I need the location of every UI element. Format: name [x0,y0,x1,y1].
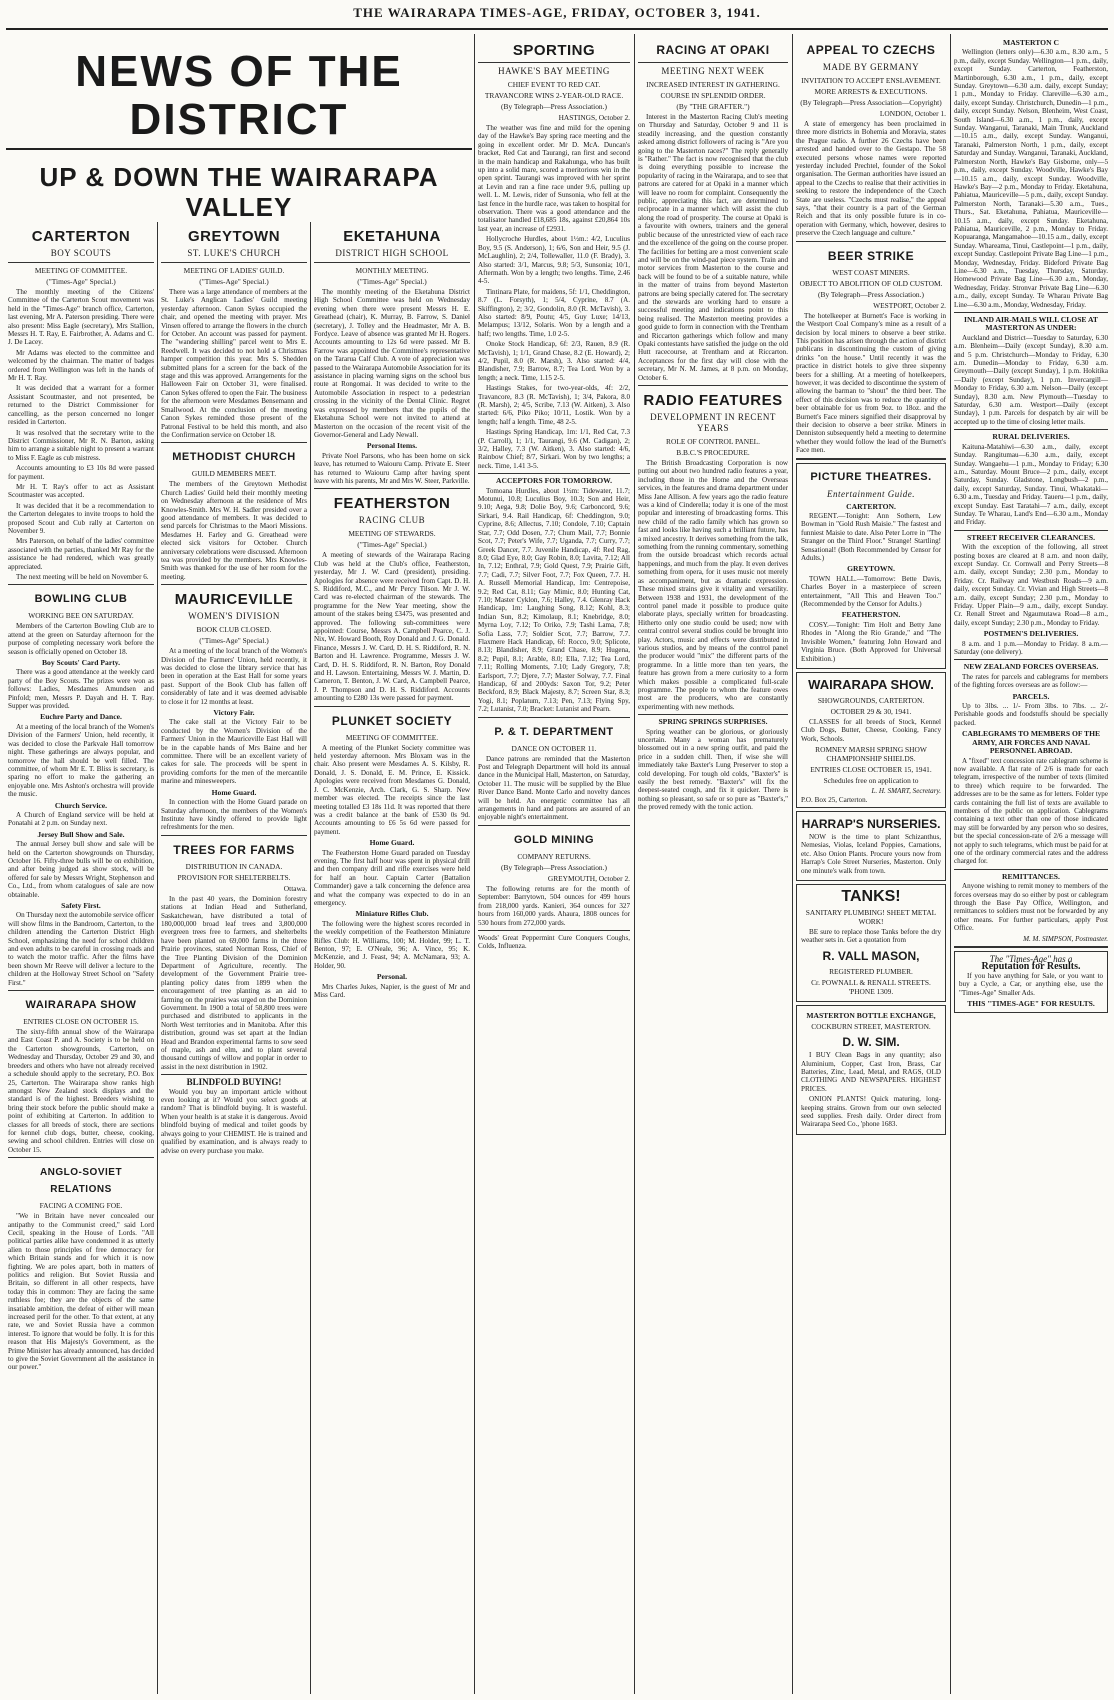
street-heading: STREET RECEIVER CLEARANCES. [967,532,1095,542]
opaki-sub2: INCREASED INTEREST IN GATHERING. [646,80,780,89]
sporting-results2: Tintinara Plate, for maidens, 5f: 1/1, Cheddington, 8.7 (L. Forsyth), 1; 5/4, Cyprine, 8.7 (A. Skiffington), 2; 3/2, Gondolin, 8.0 (R. McTavish), 3. Also started: 8/9, Poutu; 4/5, Guy Luxe; 14/13, Melampus; 13/12, Solaris. Won by a length and a half; two lengths. Time, 1.0 2-5. [478,287,630,338]
column-sporting [478,36,630,1692]
sporting-sub3: TRAVANCORE WINS 2-YEAR-OLD RACE. [484,91,624,100]
sporting-heading: SPORTING [512,42,596,59]
featherston-meeting: MEETING OF STEWARDS. [348,529,436,539]
beer-dateline: WESTPORT, October 2. [873,300,946,310]
tanks-heading: TANKS! [841,887,901,905]
sporting-results: Hollycroche Hurdles, about 1½m.: 4/2, Luculius Boy, 9.5 (S. Anderson), 1; 6/6, Son and Heir, 9.5 (J. McLaughlin), 2; 2/4, Tollewaller, 11.0 (F. Brady), 3. Also started: 3/1, Marcus, 9.8; 5/3, Sunsonia; 10/1, Aftermath. Won by a length; two lengths. Time, 2.46 4-5. [478,235,630,286]
church-body: A Church of England service will be held at Ponatahi at 2 p.m. on Sunday next. [8,810,154,828]
banner-rule [6,148,472,150]
divider [161,835,307,836]
show-ad-entries: ENTRIES CLOSE OCTOBER 15, 1941. [810,765,932,775]
tanks-name: R. VALL MASON, [822,948,920,963]
divider [478,930,630,931]
pictures-featherston: FEATHERSTON. [841,610,901,620]
eketahuna-personal-title: Personal Items. [366,441,418,451]
plunket-guard: The Featherston Home Guard paraded on Tuesday evening. The first half hour was spent in physical drill and then company drill and rifle exercises were held for half an hour. Captain Carter (Battalion Commander) gave a talk concerning the defence area and what the company was expected to do in an emergency. [314,848,470,907]
greytown-heading: GREYTOWN [187,228,281,245]
czechs-dateline: LONDON, October 1. [879,109,946,118]
carterton-body5: Accounts amounting to £3 10s 8d were passed for payment. [8,464,154,481]
greytown-body: There was a large attendance of members at the St. Luke's Anglican Ladies' Guild meeting yesterday afternoon. Canon Sykes occupied the chair, and opened the meeting with prayer. Mrs Vinsen offered to arrange the flowers in the church for October. An account was passed for payment. The "wandering shilling" parcel went to Mrs E. Reedwell. It was decided to not hold a Christmas hamper competition this year. Mrs S. Shedden submitted plans for a screen for the back of the stage and this was approved. Arrangements for the Halloween Fair on October 31, were finalised. Canon Sykes offered to open the Fair. The business for the afternoon were Mesdames Bensemann and Smallwood. At the conclusion of the meeting Canon Sykes reminded those present of the Patronal Festival to be held this month, and also the Confirmation service on October 18. [161,288,307,439]
spring-body: Spring weather can be glorious, or gloriously uncertain. Many a woman has prematurely blossomed out in a new spring outfit, and paid the price in a sudden chill. Then, if wise she will immediately take Baxter's Lung Preserver to stop a cold developing. For tough old colds, "Baxter's" is easily the best remedy. "Baxter's" will fix the deepest-seated cough, and fix it quicker. There is nothing so pleasant, so safe or so pure as "Baxter's," the proved remedy with the tonic action. [638,727,788,812]
euchre-body: At a meeting of the local branch of the Women's Division of the Farmers' Union, held recently, it was decided to close the Parkvale Hall tomorrow night. These gatherings are always popular, and tomorrow the hall should be well filled. The committee, of whom Mr E. T. Bliss is secretary, is sparing no effort to make the gathering an enjoyable one. Mrs Ashton's orchestra will provide the music. [8,722,154,799]
methodist-sub: GUILD MEMBERS MEET. [191,469,277,479]
street-body: With the exception of the following, all street posting boxes are cleared at 8 a.m. and noon daily, except Sunday. Cr. Cornwall and Perry Streets—8 a.m. daily, except Sunday; 2.30 p.m., Monday to Friday. Cr. Railway and Westbush Roads—9 a.m. daily, except Sunday. Cr. Vivian and High Streets—8 a.m. daily, except Sunday; 2.30 p.m., Monday to Friday. Upper Plain—9 a.m., daily, except Sunday. Cr. Renall Street and Ngaumutawa Road—8 a.m., daily, except Sunday; 2.30 p.m., Monday to Friday. [954,543,1108,627]
divider [954,429,1108,430]
czechs-sub3: MORE ARRESTS & EXECUTIONS. [814,87,928,96]
reputation-box [954,951,1108,1013]
blindfold-body: Would you buy an important article without even looking at it? Would you select goods at random? That is blindfold buying. It is wasteful. When your health is at stake it is dangerous. Avoid blindfold buying of medical and toilet goods by always going to your CHEMIST. He is trained and qualified by examination, and is always ready to advise on every purchase you make. [161,1087,307,1155]
tanks-body: BE sure to replace those Tanks before the dry weather sets in. Get a quotation from [801,927,941,945]
postmen-heading: POSTMEN'S DELIVERIES. [983,629,1079,639]
divider [8,990,154,991]
masthead: THE WAIRARAPA TIMES-AGE, FRIDAY, OCTOBER 3, 1941. [353,5,761,20]
column-rule [474,34,475,1694]
bowling-sub: WORKING BEE ON SATURDAY. [28,611,134,621]
column-greytown [161,222,307,1692]
czechs-sub: MADE BY GERMANY [822,62,920,72]
reputation-foot: THIS "TIMES-AGE" FOR RESULTS. [967,999,1095,1009]
show-ad-secretary: L. H. SMART, Secretary. [871,787,941,796]
pictures-box [796,463,946,669]
fair-title: Victory Fair. [213,708,255,718]
show-ad-schedules: Schedules free on application to [823,776,919,786]
harrap-heading: HARRAP'S NURSERIES. [801,816,941,831]
show-heading: WAIRARAPA SHOW [25,999,137,1012]
greytown-byline: ("Times-Age" Special.) [199,277,269,286]
spring-heading: SPRING SPRINGS SURPRISES. [658,717,768,727]
pictures-cosy: COSY.—Tonight: Tim Holt and Betty Jane Rhodes in "Along the Rio Grande," and "The Invisible Women," featuring John Howard and Virginia Bruce. (Both Approved for Universal Exhibition.) [801,620,941,663]
divider [638,385,788,386]
column-opaki [638,36,788,1692]
divider [8,262,154,263]
anglo-body: "We in Britain have never concealed our antipathy to the Communist creed," said Lord Cecil, speaking in the House of Lords. "All political parties alike have condemned it as utterly alien to those principles of free democracy for which Britain stands and for which it is now fighting. We are poles apart, both in matters of politics and religion. But Soviet Russia and Britain, so different in all other respects, have today this in common: They are facing the same ruthless foe; they are the objects of the same insatiable ambition, the defeat of either will mean increased peril for the other. To that extent, at any rate, we and Soviet Russia have a common interest. To ignore that would be folly. It is for this reason that His Majesty's Government, as the Prime Minister has already announced, has decided to give the Soviet Government all the assistance in our power." [8,1212,154,1372]
remit-body: Anyone wishing to remit money to members of the forces overseas may do so either by post or cablegram through the Base Pay Office, Wellington, and remittances to soldiers must not be forwarded by any other means. For further particulars, apply Post Office. [954,882,1108,933]
beer-byline: (By Telegraph—Press Association.) [818,289,924,299]
show-ad-box-addr: P.O. Box 25, Carterton. [801,795,868,804]
parcels-body: Up to 3lbs. ... 1/- From 3lbs. to 7lbs. ... 2/- Perishable goods and foodstuffs should be specially packed. [954,702,1108,727]
carterton-body8: Mrs Paterson, on behalf of the ladies' committee associated with the parties, thanked Mr Ray for the assistance he had rendered, which was greatly appreciated. [8,537,154,571]
sporting-byline: (By Telegraph—Press Association.) [501,102,607,111]
plunket-body: A meeting of the Plunket Society committee was held yesterday afternoon. Mrs Bloxam was in the chair. Also present were Mesdames A. S. Kilsby, R. Donald, J. S. Donald, E. M. Prince, E. Kissick. Apologies were received from Mesdames G. Donald, J. C. McKenzie, Arch. Clark, G. S. Sharp. New member was elected. The receipts since the last meeting totalled £3 18s 11d. It was reported that there was a credit balance at the bank of £530 0s 9d. Accounts amounting to £6 5s 6d were passed for payment. [314,743,470,836]
pictures-heading: PICTURE THEATRES. [810,470,932,483]
rifles-body: The following were the highest scores recorded in the weekly competition of the Featherston Miniature Rifles Club: H. Williams, 100; M. Holder, 99; L. T. Benton, 97; E. O'Neale, 96; A. Vince, 95; K. McKenzie, and J. Feast, 94; A. McNamara, 93; A. Holder, 90. [314,919,470,970]
mauriceville-body: At a meeting of the local branch of the Women's Division of the Farmers' Union, held recently, it was decided to close the library service that has been in operation at the East Hall for some years past. Support of the Book Club has fallen off considerably of late and it was deemed advisable to close it for 12 months at least. [161,647,307,706]
divider [796,241,946,242]
mauriceville-sub: WOMEN'S DIVISION [188,611,280,622]
anglo-sub: FACING A COMING FOE. [39,1201,123,1211]
fair-body: The cake stall at the Victory Fair to be conducted by the Women's Division of the Farmers' Union in the Mauriceville East Hall will be in the capable hands of Mrs Baine and her committee. There will be an excellent variety of cakes for sale. The proceeds will be spent in providing comforts for the men of the mercantile marine and minesweepers. [161,718,307,786]
bottle-addr: COCKBURN STREET, MASTERTON. [811,1022,931,1032]
air-heading: INLAND AIR-MAILS WILL CLOSE AT MASTERTON AS UNDER: [964,315,1098,333]
greytown-meeting: MEETING OF LADIES' GUILD. [183,266,285,275]
euchre-title: Euchre Party and Dance. [40,712,122,722]
bowling-body: Members of the Carterton Bowling Club are to attend at the green on Saturday afternoon for the purpose of completing necessary work before the season is officially opened on October 18. [8,622,154,656]
banner [6,36,472,216]
mauriceville-meeting: BOOK CLUB CLOSED. [196,625,272,635]
gold-ad: Woods' Great Peppermint Cure Conquers Coughs, Colds, Influenza. [478,933,630,951]
czechs-byline: (By Telegraph—Press Association—Copyright) [800,98,942,107]
divider [314,706,470,707]
opaki-heading: RACING AT OPAKI [656,43,770,57]
tanks-addr: Cr. POWNALL & RENALL STREETS. 'PHONE 1309. [811,977,931,996]
plunket-personal-title: Personal. [376,972,408,982]
column-rule [634,34,635,1694]
gold-dateline: GREYMOUTH, October 2. [547,873,630,883]
greytown-sub: ST. LUKE'S CHURCH [187,248,281,258]
rural-body: Kaituna-Matahiwi—6.30 a.m., daily, except Sunday. Rangitumau—6.30 a.m., daily, except Sunday. Wangaehu—1 p.m., Monday to Friday; 6.30 a.m., Saturday. Mount Bruce—2 p.m., daily, except Saturday, Sunday. Gladstone, Longbush—2 p.m., daily, except Saturday, Sunday. Tinui, Whakataki—6.30 a.m., Tuesday and Friday. Taueru—1 p.m., daily, except Sunday. East Taratahi—7 a.m., daily, except Sunday. Te Wharau, Land's End—6.30 a.m., Monday and Friday. [954,442,1108,527]
show-ad-body: CLASSES for all breeds of Stock, Kennel Club Dogs, Butter, Cheese, Cooking, Fancy Work, Schools. [801,717,941,743]
pictures-regent: REGENT.—Tonight: Ann Sothern, Lew Bowman in "Gold Rush Maisie." The fastest and funniest Maisie to date. Also Peter Lorre in "The Stranger on the Third Floor." Strange! Startling! Sensational! (Both Recommended by Censor for Adults.) [801,512,941,563]
carterton-body2: Mr Adams was elected to the committee and welcomed by the chairman. The matter of badges ordered from Wellington was left in the hands of Mr H. T. Ray. [8,348,154,383]
reputation-title: The "Times-Age" has a [989,954,1073,965]
banner-subtitle: UP & DOWN THE WAIRARAPA VALLEY [39,162,439,216]
czechs-heading: APPEAL TO CZECHS [806,43,936,57]
blindfold-heading: BLINDFOLD BUYING! [186,1077,282,1088]
eketahuna-meeting: MONTHLY MEETING. [355,266,429,275]
cable-body: A "fixed" text concession rate cablegram scheme is now available. A flat rate of 2/6 is made for each telegram, irrespective of the number of texts (limited to three) which require to be forwarded. The addresses are to be the same as for letters. Folder type cards containing the full list of texts are available to members of the public on application. Cablegrams containing a text other than one of those indicated may still be forwarded by any person who so desires, but the special concession-rate of 2/6 a message will not apply to such telegrams, which must be paid for at one of the ordinary commercial rates and the address charged for. [954,756,1108,866]
pictures-sub: Entertainment Guide. [827,488,915,499]
guard-title: Home Guard. [211,787,257,797]
column-rule [950,34,951,1694]
cable-heading: CABLEGRAMS TO MEMBERS OF THE ARMY, AIR FORCES AND NAVAL PERSONNEL ABROAD. [961,729,1101,756]
sporting-sub2: CHIEF EVENT TO RED CAT. [507,80,601,89]
show-ad-romney: ROMNEY MARSH SPRING SHOW CHAMPIONSHIP SHIELDS. [815,745,927,764]
radio-sub: DEVELOPMENT IN RECENT YEARS [650,412,776,433]
anglo-heading: ANGLO-SOVIET RELATIONS [39,1167,123,1196]
sporting-dateline: HASTINGS, October 2. [558,113,630,122]
show-ad-box [796,672,946,808]
bowling-heading: BOWLING CLUB [34,593,128,606]
column-rule [157,222,158,1694]
carterton-body7: It was decided that it be a recommendation to the Carterton delegates to invite troops to hold the proposed Scout and Cub rally at Carterton on November 9. [8,501,154,535]
plunket-heading: PLUNKET SOCIETY [331,713,453,728]
eketahuna-body: The monthly meeting of the Eketahuna District High School Committee was held on Wednesday evening when there were present Messrs H. E. Greathead (chair), K. Murray, B. Farrow, S. Daniel (secretary), J. Tolley and the Headmaster, Mr A. B. Fordyce. Leave of absence was granted Mr H. Rogers. Accounts amounting to 12s 6d were passed. Mr B. Farrow was appointed the Committee's representative on the Tararua Calf Club. A vote of appreciation was passed to the Wairarapa Automobile Association for its assistance in placing warning signs on the school bus route at Rongomai. It was decided to write to the Automobile Association in respect to a pedestrian crossing in the vicinity of the Dental Clinic. Regret was expressed by members that the pupils of the Eketahuna School were not invited to attend at Masterton on the occasion of the recent visit of the Governor-General and Lady Newall. [314,288,470,439]
gold-heading: GOLD MINING [513,833,595,846]
beer-sub2: OBJECT TO ABOLITION OF OLD CUSTOM. [799,278,943,288]
church-title: Church Service. [54,800,108,810]
bottle-onion: ONION PLANTS! Quick maturing, long-keeping strains. Grown from our own selected seed supplies. Fresh daily. Order direct from Wairarapa Seed Co., 'phone 1683. [801,1095,941,1129]
acceptors-heading: ACCEPTORS FOR TOMORROW. [496,476,612,486]
sporting-body: The weather was fine and mild for the opening day of the Hawke's Bay spring race meeting and the going in excellent order. Mr D. McA. Duncan's bracket, Red Cat and Taurangi, ran first and second in the main handicap and Rakahunga, who has built up into a solid mare, scored a meritorious win in the open sprint. Taurangi was improved with her sprint at Levin and ran a fine race under 9.6, pulling up well. L. M. Lewis, rider of Sunsonia, who fell at the last fence in the hurdle race, was taken to hospital for observation. There was a good attendance and the totalisator handled £18,685 18s, against £20,864 10s last year, an increase of £2931. [478,124,630,233]
czechs-body: A state of emergency has been proclaimed in three more districts in Bohemia and Moravia, states the Prague radio. A further 26 Czechs have been arrested and handed over to the Gestapo. The 58 executed persons whose names were reported yesterday included Prechtel, founder of the Sokol organisation. The German authorities have issued an appeal to the Czechs to realise that their activities in seeking to restore the independence of the Czech State are useless. "Czechs must realise," the appeal says, "that their country is a part of the German Reich and that its only possible future is in co-operation with Germany, which, however, desires to preserve the Czech language and culture." [796,120,946,238]
carterton-body9: The next meeting will be held on November 6. [16,573,149,581]
czechs-sub2: INVITATION TO ACCEPT ENSLAVEMENT. [801,76,941,85]
sporting-sub: HAWKE'S BAY MEETING [498,66,610,76]
guard-body: In connection with the Home Guard parade on Saturday afternoon, the members of the Women's Institute have kindly offered to provide light refreshments for the men. [161,798,307,832]
trees-sub: DISTRIBUTION IN CANADA. [185,861,283,871]
bottle-body: I BUY Clean Bags in any quantity; also Aluminium, Copper, Cast Iron, Brass, Car Batteries, Zinc, Lead, Metal, and RAGS, OLD CLOTHING AND NEWSPAPERS. HIGHEST PRICES. [801,1051,941,1093]
opaki-sub: MEETING NEXT WEEK [661,66,765,76]
carterton-sub: BOY SCOUTS [50,248,112,258]
opaki-byline: (By "THE GRAFTER.") [676,102,750,111]
remit-heading: REMITTANCES. [1002,871,1060,881]
divider [954,659,1108,660]
carterton-body4: It was resolved that the secretary write to the District Commissioner, Mr R. N. Barton, asking him to arrange a suitable night to present a warrant to Miss F. Eagle as cub mistress. [8,428,154,462]
column-mails [954,36,1108,1692]
show-body: The sixty-fifth annual show of the Wairarapa and East Coast P. and A. Society is to be held on the Carterton showgrounds, Carterton, on Wednesday and Thursday, October 29 and 30, and breeders and others who have not already received a schedule should apply to the secretary, P.O. Box 25, Carterton. The Wairarapa show ranks high amongst New Zealand stock displays and the standard is of the highest. Breeders wishing to bring their stock before the public should make a point of exhibiting at Carterton. In addition to classes for all breeds of stock, there are sections for kennel club dogs, butter, cheese, cooking, sewing and school children. Entries will close on October 15. [8,1028,154,1154]
gold-sub: COMPANY RETURNS. [517,851,591,861]
divider [161,584,307,585]
methodist-body: The members of the Greytown Methodist Church Ladies' Guild held their monthly meeting on Wednesday afternoon at the residence of Mrs Knowles-Smith. Mrs W. H. Sadler presided over a good attendance of members. It was decided to send parcels for Christmas to the Maori Missions. Mesdames H. Farley and G. Greathead were elected sick visitors for October. Church anniversary celebrations were discussed. Afternoon tea was provided by the members. Mrs Knowles-Smith was thanked for the use of her room for the meeting. [161,480,307,581]
harrap-body: NOW is the time to plant Schizanthus, Nemesias, Violas, Iceland Poppies, Carnations, etc. Also Onion Plants. Procure yours now from Harrap's Cole Street Nurseries, Masterton. Only one minute's walk from town. [801,832,941,875]
featherston-body: A meeting of stewards of the Wairarapa Racing Club was held at the Club's office, Featherston, yesterday, Mr J. W. Card (president), presiding. Apologies for absence were received from Capt. D. H. S. Riddiford, M.C., and Mr Percy Tilson. Mr J. W. Card was re-elected chairman of the stewards. The programme for the New Year meeting, show the amount of the stakes being £3475, was presented and approved. The following sub-committees were appointed: Course, Messrs A. Campbell Pearce, C. J. Nix, W. Howard Booth, Roy Donald and J. G. Donald. Finance, Messrs J. W. Card, D. H. S. Riddiford, R. N. Barton and H. Lawrence. Programme, Messrs J. W. Card, D. H. S. Riddiford, R. N. Barton, Roy Donald and H. Lawson. Entertaining, Messrs W. J. Martin, D. Cameron, T. Benton, J. W. Card, A. Campbell Pearce, J. P. Thompson and D. H. S. Riddiford. Accounts amounting to £280 13s were passed for payment. [314,551,470,703]
jersey-body: The annual Jersey bull show and sale will be held on the Carterton showgrounds on Thursday, October 16. Fifty-three bulls will be on exhibition, and after being judged as show stock, will be offered for sale by Messrs Wright, Stephenson and Co., Ltd., from whom catalogues of sale are now obtainable. [8,840,154,899]
divider [161,1074,307,1075]
radio-sub2: ROLE OF CONTROL PANEL. [666,437,760,446]
show-ad-dates: OCTOBER 29 & 30, 1941. [830,706,912,716]
divider [8,1157,154,1158]
eketahuna-byline: ("Times-Age" Special.) [357,277,427,286]
pictures-carterton: CARTERTON. [846,501,896,511]
nzforces-heading: NEW ZEALAND FORCES OVERSEAS. [963,662,1099,672]
beer-heading: BEER STRIKE [827,248,915,263]
postmen-body: 8 a.m. and 1 p.m.—Monday to Friday. 8 a.m.—Saturday (one delivery). [954,639,1108,657]
column-rule [792,34,793,1694]
nzforces-body: The rates for parcels and cablegrams for members of the fighting forces overseas are as follow:— [954,672,1108,690]
banner-title: NEWS OF THE DISTRICT [75,47,403,144]
sporting-results3: Onoke Stock Handicap, 6f: 2/3, Rauen, 8.9 (R. McTavish), 1; 1/1, Grand Chase, 8.2 (E. Howard), 2; 4/2, Pupil, 8.0 (R. Marsh), 3. Also started: 4/4, Blandisher, 7.9; Barrow, 8.7; Tea Lord. Won by a length; a neck. Time, 1.15 2-5. [478,340,630,382]
featherston-sub: RACING CLUB [358,515,426,526]
mauriceville-byline: ("Times-Age" Special.) [199,636,269,646]
divider [478,717,630,718]
bottle-name: D. W. SIM. [842,1035,900,1050]
sporting-results5: Hastings Spring Handicap, 1m: 1/1, Red Cat, 7.3 (P. Carroll), 1; 1/1, Taurangi, 9.6 (M. Cadigan), 2; 3/2, Halley, 7.3 (W. Aitken), 3. Also started: 4/6, Rainbow Chief; 8/7, Sirkari. Won by two lengths; a neck. Time, 1.41 3-5. [478,428,630,470]
divider [478,473,630,474]
beer-body: The hotelkeeper at Burnett's Face is working in the Westport Coal Company's mine as a result of a decision by local miners to observe a beer strike. This position has arisen through the action of district publicans in discontinuing the custom of giving drinks "on the house." Until recently it was the practice in district hotels to give three sixpenny beers for a shilling. At a meeting of hotelkeepers, however, it was decided to discontinue the system of allowing the barman to "shout" the third beer. The effect of this decision was to reduce the quantity of beer obtainable for us from 9oz. to 18oz. and the Burnett's Face miners signified their disapproval by their decision to observe a beer strike. Miners in Denniston subsequently held a meeting to determine whether they would follow the lead of the Burnett's Face men. [796,311,946,455]
divider [638,62,788,63]
pt-sub: DANCE ON OCTOBER 11. [511,743,597,753]
eketahuna-personal: Private Noel Parsons, who has been home on sick leave, has returned to Waiouru Camp. Private E. Steer has returned to Waiouru Camp after having spent leave with his parents, Mr and Mrs W. Steer, Parkville. [314,451,470,485]
carterton-meeting: MEETING OF COMMITTEE. [34,266,128,275]
divider [314,262,470,263]
plunket-sub: MEETING OF COMMITTEE. [345,732,439,742]
divider [954,312,1108,313]
sporting-results4: Hastings Stakes, for two-year-olds, 4f: 2/2, Travancore, 8.3 (R. McTavish), 1; 3/4, Pakora, 8.0 (R. Marsh), 2; 4/5, Scribe, 7.13 (W. Aitken), 3. Also started: 6/6, Piko Piko; 10/11, Lostik. Won by a length; half a length. Time, 48 2-5. [478,384,630,426]
divider [638,714,788,715]
radio-sub3: B.B.C.'S PROCEDURE. [676,448,750,457]
plunket-guard-title: Home Guard. [369,838,415,848]
divider [478,62,630,63]
trees-heading: TREES FOR FARMS [173,842,295,857]
party-body: There was a good attendance at the weekly card party of the Boy Scouts. The prizes were won as follows: Ladies, Mesdames Amundsen and Pinfold; men, Messrs P. Dayah and H. T. Ray. Supper was provided. [8,668,154,711]
eketahuna-sub: DISTRICT HIGH SCHOOL [335,248,449,258]
carterton-heading: CARTERTON [31,228,131,245]
trees-body: In the past 40 years, the Dominion forestry stations at Indian Head and Sutherland, Saskatchewan, have distributed a total of 180,000,000 broad leaf trees and 3,800,000 evergreen trees free to farmers, and shelterbelts have been planted on 69,000 farms in the three Prairie provinces, stated Norman Ross, Chief of the Tree Planting Division of the Dominion Department of Agriculture, recently. The development of the Government Prairie tree-planting policy dates from 1899 when the encouragement of tree planting as an aid to farming on the prairies was urged on the Dominion Government. In 1900 a total of 58,800 trees were purchased and distributed to applicants in the North West territories and in Manitoba. After this distribution, ground was set apart at the Indian Head and Brandon experimental farms to sow seed of maple, ash and elm, and to plant several thousand cuttings of willow and poplar in order to assist in the next distribution in 1902. [161,894,307,1071]
jersey-title: Jersey Bull Show and Sale. [37,829,125,839]
bottle-heading: MASTERTON BOTTLE EXCHANGE, [806,1010,936,1020]
opaki-body: Interest in the Masterton Racing Club's meeting on Thursday and Saturday, October 9 and 11 is steadily increasing, and the question constantly asked among district followers of racing is "Are you going to the Masterton races?" The reply generally is "Rather." The fact is now recognised that the club is doing everything possible to increase the popularity of racing in the Wairarapa, and to see that patrons are catered for at Opaki in a manner which will leave no room for complaint. Consequently the public, appreciating this fact, are determined to reciprocate in a manner which will assist the club along the road of prosperity. The course at Opaki is a favourite with owners, trainers and the general public because of the unrestricted view of each race and the excellence of the going on the course proper. The facilities for betting are a most convenient scale and will be on the wind-pad piece system. Train and motor services from Masterton to the course and back will be found to be of a suitable nature, while in the matter of trains from beyond Masterton patrons are being specially catered for. The secretary and the stewards are working hard to ensure a successful meeting and indications point to this being realised. The Masterton meeting provides a good guide to form in connection with the Trentham and Riccarton gatherings which follow and many Opaki contestants have satisfied the judge on the old Hutt racecourse, at Trentham and at Riccarton. Acceptances for the first day will close with the secretary, Mr N. M. James, at 8 p.m. on Monday, October 6. [638,113,788,382]
show-ad-heading: WAIRARAPA SHOW. [808,676,934,692]
tanks-title: REGISTERED PLUMBER. [829,966,913,976]
acceptors-body: Tomoana Hurdles, about 1½m: Tidewater, 11.7; Motunui, 10.8; Luculius Boy, 10.3; Son and Heir, 9.10; Aega, 9.8; Dolie Boy, 9.6; Carboncord, 9.6; Sirkari, 9.4. Rail Handicap, 6f: Cheddington, 9.0; Cyprine, 8.6; Allectus, 7.10; Condole, 7.10; Captain Star, 7.7; Odd Dosen, 7.7; Chum Mail, 7.7; Bonnie Scot, 7.7; Peter's Wife, 7.7; Uganda, 7.7; Curry, 7.7; Greek Dancer, 7.7. Juvenile Handicap, 4f: Red Rag, 8.0; Glad Eye, 8.0; Gay Robin, 8.0; Lavita, 7.12; All In, 7.12; Enthral, 7.9; Gold Quest, 7.9; Prairie Gift, 7.7; Cadi, 7.7; Silver Foot, 7.7; Fox Queen, 7.7. H. A. Russell Memorial Handicap, 1m: Centrepoise, 9.2; Red Cat, 8.11; Gay Mimic, 8.0; Hunting Cat, 7.10; Master Cyklon, 7.6; Halley, 7.4. Glenray Hack Handicap, 1m: Laughing Song, 8.12; Kohl, 8.3; Indian Sun, 8.2; Kimolaup, 8.1; Knebridge, 8.0; Myrna Loy, 7.12; To Oriko, 7.9; Tashi Lama, 7.8; Sofia Lass, 7.7; Soldier Scot, 7.7; Barrow, 7.7. Flaxmere Hack Handicap, 6f: Rocco, 9.0; Splicote, 8.13; Blandisher, 8.9; Grand Chase, 8.9; Hugena, 8.2; Pupil, 8.1; Arable, 8.0; Ella, 7.12; Tea Lord, 7.11; Rolling Moments, 7.10; Lady Gregory, 7.8; Earlsport, 7.7; Djere, 7.7; Master Solway, 7.7. Final Handicap, 6f and 200yds: Saxon Tor, 9.2; Peter Beckford, 8.9; Black Majesty, 8.7; Screen Star, 8.3; Yogi, 8.1; Poplatum, 7.13; Pen, 7.13; Flying Spy, 7.2; Lutanist, 7.0; Bracket: Lutanist and Pearn. [478,486,630,714]
divider [314,488,470,489]
column-eketahuna [314,222,470,1692]
divider [954,946,1108,948]
radio-heading: RADIO FEATURES [643,392,783,409]
tanks-sub: SANITARY PLUMBING! SHEET METAL WORK! [805,907,937,926]
column-czechs [796,36,946,1692]
divider [796,458,946,460]
pictures-greytown: GREYTOWN. [847,564,895,574]
safety-body: On Thursday next the automobile service officer will show films in the Bandroom, Carterton, to the children attending the Carterton District High School, emphasizing the need for school children and even adults to be careful in crossing roads and to watch the motor traffic. After the films have been shown Mr Reeve will deliver a lecture to the children at the Holloway Street School on "Safety First." [8,911,154,987]
show-sub: ENTRIES CLOSE ON OCTOBER 15. [23,1017,139,1027]
divider [954,869,1108,870]
radio-body: The British Broadcasting Corporation is now putting out about two hundred radio features a year, including those in the Home and the Overseas services, in the features and drama department under Miss Jane Allison. A few years ago the radio feature was a kind of Cinderella; today it is one of the most popular and interesting of broadcasting forms. This new child of the radio family which has grown so fast and looks like having such a brilliant future, has a mixed ancestry. It derives something from the talk, something from the running commentary, something from the outside broadcast which records actual happenings, and much from the play. It even derives something from opera, for it uses music not merely as accompaniment, but as dramatic expression. These mixed strains give it vitality and versatility. Between 1938 and 1931, the development of the control panel made it possible to produce quite elaborate plays, specially written for broadcasting. Hitherto only one studio could be used; now with central control several studios could be brought into play. Actors, music and effects were distributed in various studios, and by means of the control panel the producer would "mix" the different parts of the programme. In a little more than ten years, the feature has grown from a mere curiosity to a form which makes possible a complicated full-scale programme. The people to whom the feature owes most are the producers, who are constantly experimenting with new methods. [638,459,788,711]
rifles-title: Miniature Rifles Club. [355,909,429,919]
tanks-box [796,884,946,1002]
carterton-body6: Mr H. T. Ray's offer to act as Assistant Scoutmaster was accepted. [8,482,154,500]
divider [8,584,154,585]
postmaster-signoff: M. M. SIMPSON, Postmaster. [1023,934,1108,943]
safety-title: Safety First. [61,901,101,910]
eketahuna-heading: EKETAHUNA [343,228,441,245]
trees-sub2: PROVISION FOR SHELTERBELTS. [177,872,291,882]
air-body: Auckland and District—Tuesday to Saturday, 6.30 a.m. Blenheim—Daily (except Sunday), 8.30 a.m. and 5 p.m. Christchurch—Monday to Friday, 6.30 a.m. Dunedin—Monday to Friday, 6.30 a.m. Greymouth—Daily (except Sunday), 1 p.m. Hokitika—Daily (except Sunday), 1 p.m. Invercargill—Monday to Friday, 6.30 a.m. Nelson—Daily (except Sunday), 8.30 a.m. New Plymouth—Tuesday to Saturday, 6.30 a.m. Westport—Daily (except Sunday), 1 p.m. Parcels for despatch by air will be accepted up to the time of closing letter mails. [954,333,1108,426]
divider [161,262,307,263]
reputation-body: If you have anything for Sale, or you want to buy a Cycle, a Car, or anything else, use the "Times-Age" Smaller Ads. [959,971,1103,997]
column-carterton [8,222,154,1692]
featherston-byline: ("Times-Age" Special.) [357,540,427,550]
mails-heading: MASTERTON C [1003,38,1059,47]
carterton-body1: The monthly meeting of the Citizens' Committee of the Carterton Scout movement was held in the "Times-Age" branch office, Carterton, last evening, Mr A. Paterson presiding. There were also present: Miss Eagle (secretary), Mrs Stallion, Messrs H. T. Ray, E. Fairbrother, A. Adams and C. J. De Lacey. [8,288,154,347]
divider [161,442,307,443]
beer-sub: WEST COAST MINERS. [832,267,910,277]
gold-byline: (By Telegraph—Press Association.) [501,862,607,872]
carterton-byline: ("Times-Age" Special.) [46,277,116,286]
mails-body: Wellington (letters only)—6.30 a.m., 8.30 a.m., 5 p.m., daily, except Sunday. Wellington—1 p.m., daily, except Sunday. Carterton, Featherston, Martinborough, 6.30 a.m., 1 p.m., daily, except Sunday. Greytown—6.30 a.m. daily, except Sunday; 1 p.m., Monday to Friday. Clareville—6.30 a.m., daily, except Sunday. Christchurch, Dunedin—1 p.m., daily, except Sunday. Nelson, Blenheim, West Coast, South Island—6.30 a.m., 1 p.m., daily, except Sunday. Wanganui, Taranaki, Main Trunk, Auckland—10.15 a.m., daily, except Sunday. Wanganui, Taranaki, Palmerston North, 1 p.m., daily, except Saturday and Sunday. Wanganui, Taranaki, Auckland, Palmerston North, Hawke's Bay Gisborne, only—5 p.m., daily, except Sunday. Woodville, Hawke's Bay—10.15 a.m., daily, except Sunday. Woodville, Hawke's Bay—2 p.m., Monday to Friday. Eketahuna, Pahiatua, Mauriceville—5 p.m., daily, except Sunday. Palmerston North, Taranaki—5.30 a.m., Tues., Thurs., Sat. Eketahuna, Pahiatua, Mauriceville—10.15 a.m., daily, except Sunday. Eketahuna, Pahiatua, Mauriceville, 2 p.m., Monday to Friday. Kopuaranga, Mangamahoe—10.15 a.m., daily, except Sunday. Whareama, Tinui, Castlepoint—1 p.m., daily, except Sunday. Castlepoint Private Bag Line—1 p.m., Monday, Wednesday, Friday. Bideford Private Bag Line—6.30 a.m., Tuesday, Thursday, Saturday. Homewood Private Bag Line—6.30 a.m., Monday, Wednesday, Friday. Stronvar Private Bag Line—6.30 a.m., daily, except Sunday. Te Wharau Private Bag Line—6.30 a.m., Monday, Wednesday, Friday. [954,48,1108,309]
party-title: Boy Scouts' Card Party. [41,658,121,668]
pt-heading: P. & T. DEPARTMENT [494,725,614,738]
mauriceville-heading: MAURICEVILLE [174,591,294,609]
methodist-heading: METHODIST CHURCH [172,451,296,464]
opaki-sub3: COURSE IN SPLENDID ORDER. [660,91,766,100]
rural-heading: RURAL DELIVERIES. [992,432,1070,442]
parcels-heading: PARCELS. [1012,691,1050,701]
column-rule [310,222,311,1694]
divider [478,825,630,826]
plunket-personal: Mrs Charles Jukes, Napier, is the guest of Mr and Miss Card. [314,982,470,1000]
bottle-box [796,1005,946,1135]
divider [954,530,1108,531]
masthead-rule [6,28,1108,30]
reputation-title2: Reputation for Results. [981,961,1081,973]
pictures-townhall: TOWN HALL.—Tomorrow: Bette Davis, Charles Boyer in a masterpiece of screen entertainment, "All This and Heaven Too." (Recommended by the Censor for Adults.) [801,574,941,609]
pt-body: Dance patrons are reminded that the Masterton Post and Telegraph Department will hold its annual dance in the Municipal Hall, Masterton, on Saturday, October 11. The music will be supplied by the Blue River Dance Band. Monte Carlo and novelty dances will be held. An energetic committee has all arrangements in hand and patrons are assured of an enjoyable night's entertainment. [478,754,630,822]
trees-dateline: Ottawa. [283,883,307,893]
gold-body: The following returns are for the month of September: Barrytown, 504 ounces for 499 hours from 218,000 yards. Kanieri, 364 ounces for 327 hours from 160,000 yards. Ahaura, 1808 ounces for 530 hours from 272,000 yards. [478,884,630,927]
harrap-box [796,811,946,881]
featherston-heading: FEATHERSTON [333,495,451,513]
carterton-body3: It was decided that a warrant for a former Assistant Scoutmaster, and not presented, be returned to the District Commissioner for cancelling, as the person concerned no longer resided in Carterton. [8,384,154,427]
show-ad-sub: SHOWGROUNDS, CARTERTON. [817,695,925,705]
